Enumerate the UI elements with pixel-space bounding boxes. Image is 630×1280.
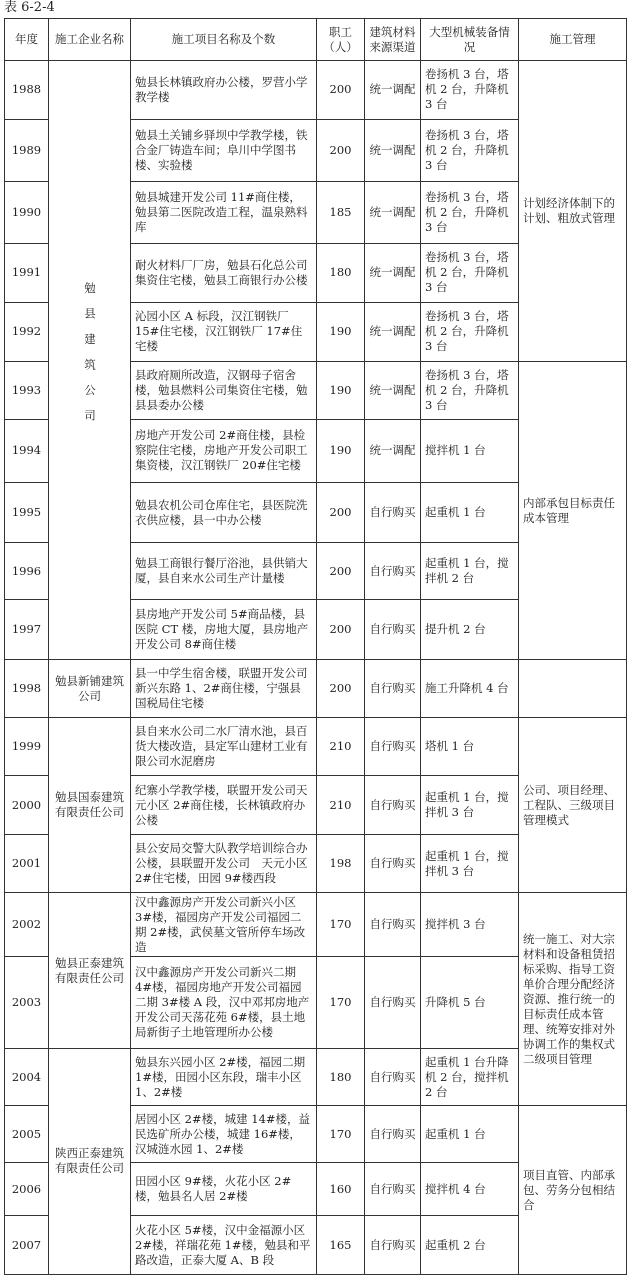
material-cell: 自行购买 [365, 834, 421, 893]
machinery-cell: 卷扬机 3 台，塔机 2 台，升降机 3 台 [421, 303, 519, 362]
management-cell: 内部承包目标责任成本管理 [519, 361, 627, 660]
material-cell: 统一调配 [365, 119, 421, 182]
machinery-cell: 升降机 5 台 [421, 956, 519, 1048]
staff-cell: 180 [317, 1048, 365, 1106]
year-cell: 1996 [5, 543, 49, 600]
year-cell: 2005 [5, 1106, 49, 1163]
year-cell: 2002 [5, 893, 49, 957]
header-management: 施工管理 [519, 19, 627, 61]
projects-cell: 县政府厕所改造，汉钢母子宿舍楼，勉县燃料公司集资住宅楼，勉县县委办公楼 [131, 361, 317, 420]
staff-cell: 160 [317, 1162, 365, 1215]
table-row [5, 717, 627, 776]
material-cell: 自行购买 [365, 717, 421, 776]
projects-cell: 县公安局交警大队教学培训综合办公楼，县联盟开发公司 天元小区 2#住宅楼，田园 9#楼西段 [131, 834, 317, 893]
projects-cell: 县房地产开发公司 5#商品楼，县医院 CT 楼，房地大厦，县房地产开发公司 8#商住楼 [131, 599, 317, 660]
machinery-cell: 塔机 1 台 [421, 717, 519, 776]
material-cell: 统一调配 [365, 61, 421, 120]
year-cell: 1997 [5, 599, 49, 660]
year-cell: 1992 [5, 303, 49, 362]
header-company: 施工企业名称 [49, 19, 131, 61]
machinery-cell: 搅拌机 3 台 [421, 893, 519, 957]
staff-cell: 190 [317, 361, 365, 420]
year-cell: 1998 [5, 660, 49, 718]
projects-cell: 汉中鑫源房产开发公司新兴小区 3#楼，福园房产开发公司福园二期 2#楼，武侯墓文管所停车场改造 [131, 893, 317, 957]
company-cell: 勉县国泰建筑有限责任公司 [49, 717, 131, 893]
header-material: 建筑材料来源渠道 [365, 19, 421, 61]
material-cell: 自行购买 [365, 1048, 421, 1106]
staff-cell: 200 [317, 599, 365, 660]
year-cell: 1994 [5, 420, 49, 483]
header-projects: 施工项目名称及个数 [131, 19, 317, 61]
staff-cell: 200 [317, 482, 365, 543]
machinery-cell: 卷扬机 3 台，塔机 2 台，升降机 3 台 [421, 61, 519, 120]
staff-cell: 200 [317, 61, 365, 120]
staff-cell: 200 [317, 660, 365, 718]
staff-cell: 200 [317, 119, 365, 182]
machinery-cell: 起重机 1 台升降机 2 台，搅拌机 2 台 [421, 1048, 519, 1106]
machinery-cell: 起重机 1 台，搅拌机 3 台 [421, 834, 519, 893]
material-cell: 自行购买 [365, 1106, 421, 1163]
staff-cell: 165 [317, 1216, 365, 1275]
machinery-cell: 施工升降机 4 台 [421, 660, 519, 718]
material-cell: 自行购买 [365, 956, 421, 1048]
staff-cell: 170 [317, 956, 365, 1048]
projects-cell: 勉县工商银行餐厅浴池，县供销大厦，县自来水公司生产计量楼 [131, 543, 317, 600]
projects-cell: 房地产开发公司 2#商住楼，县检察院住宅楼，房地产开发公司职工集资楼，汉江钢铁厂 20#住宅楼 [131, 420, 317, 483]
material-cell: 自行购买 [365, 660, 421, 718]
projects-cell: 沁园小区 A 标段，汉江钢铁厂 15#住宅楼，汉江钢铁厂 17#住宅楼 [131, 303, 317, 362]
company-name: 勉县建筑公司 [83, 281, 97, 435]
staff-cell: 170 [317, 1106, 365, 1163]
table-row [5, 893, 627, 957]
year-cell: 2007 [5, 1216, 49, 1275]
material-cell: 自行购买 [365, 776, 421, 835]
staff-cell: 198 [317, 834, 365, 893]
machinery-cell: 卷扬机 3 台，塔机 2 台，升降机 3 台 [421, 119, 519, 182]
material-cell: 自行购买 [365, 1216, 421, 1275]
projects-cell: 勉县城建开发公司 11#商住楼，勉县第二医院改造工程，温泉熟料库 [131, 182, 317, 244]
management-cell: 项目直管、内部承包、劳务分包相结合 [519, 1106, 627, 1275]
material-cell: 自行购买 [365, 893, 421, 957]
year-cell: 1995 [5, 482, 49, 543]
year-cell: 2004 [5, 1048, 49, 1106]
projects-cell: 勉县长林镇政府办公楼，罗营小学教学楼 [131, 61, 317, 120]
management-cell: 公司、项目经理、工程队、三级项目管理模式 [519, 717, 627, 893]
company-cell: 勉县新铺建筑公司 [49, 660, 131, 718]
material-cell: 自行购买 [365, 599, 421, 660]
staff-cell: 210 [317, 717, 365, 776]
year-cell: 1999 [5, 717, 49, 776]
machinery-cell: 起重机 2 台 [421, 1216, 519, 1275]
machinery-cell: 提升机 2 台 [421, 599, 519, 660]
year-cell: 2003 [5, 956, 49, 1048]
machinery-cell: 起重机 1 台 [421, 1106, 519, 1163]
table-row [5, 61, 627, 120]
machinery-cell: 起重机 1 台，搅拌机 2 台 [421, 543, 519, 600]
projects-cell: 勉县东兴园小区 2#楼，福园二期 1#楼，田园小区东段，瑞丰小区 1、2#楼 [131, 1048, 317, 1106]
header-year: 年度 [5, 19, 49, 61]
management-cell: 计划经济体制下的计划、粗放式管理 [519, 61, 627, 362]
year-cell: 1993 [5, 361, 49, 420]
header-staff: 职工（人） [317, 19, 365, 61]
construction-table [4, 18, 627, 1275]
projects-cell: 勉县农机公司仓库住宅，县医院洗衣供应楼，县一中办公楼 [131, 482, 317, 543]
material-cell: 统一调配 [365, 243, 421, 303]
projects-cell: 火花小区 5#楼，汉中金福源小区 2#楼，祥瑞花苑 1#楼，勉县和平路改造，正泰大厦 A、B 段 [131, 1216, 317, 1275]
machinery-cell: 搅拌机 1 台 [421, 420, 519, 483]
staff-cell: 200 [317, 543, 365, 600]
year-cell: 2001 [5, 834, 49, 893]
material-cell: 统一调配 [365, 182, 421, 244]
staff-cell: 170 [317, 893, 365, 957]
machinery-cell: 卷扬机 3 台，塔机 2 台，升降机 3 台 [421, 243, 519, 303]
machinery-cell: 搅拌机 4 台 [421, 1162, 519, 1215]
year-cell: 2000 [5, 776, 49, 835]
machinery-cell: 起重机 1 台 [421, 482, 519, 543]
machinery-cell: 起重机 1 台，搅拌机 3 台 [421, 776, 519, 835]
projects-cell: 勉县土关铺乡驿坝中学教学楼，铁合金厂铸造车间；阜川中学图书楼、实验楼 [131, 119, 317, 182]
projects-cell: 县自来水公司二水厂清水池，县百货大楼改造，县定军山建材工业有限公司水泥磨房 [131, 717, 317, 776]
company-cell: 陕西正泰建筑有限责任公司 [49, 1048, 131, 1274]
header-machinery: 大型机械装备情况 [421, 19, 519, 61]
company-cell: 勉县正泰建筑有限责任公司 [49, 893, 131, 1048]
projects-cell: 田园小区 9#楼，火花小区 2#楼，勉县名人居 2#楼 [131, 1162, 317, 1215]
projects-cell: 耐火材料厂厂房，勉县石化总公司集资住宅楼，勉县工商银行办公楼 [131, 243, 317, 303]
management-cell: 统一施工、对大宗材料和设备租赁招标采购、指导工资单价合理分配经济资源、推行统一的目标责任成本管理、统筹安排对外协调工作的集权式二级项目管理 [519, 893, 627, 1106]
year-cell: 1990 [5, 182, 49, 244]
projects-cell: 县一中学生宿舍楼，联盟开发公司新兴东路 1、2#商住楼，宁强县国税局住宅楼 [131, 660, 317, 718]
year-cell: 1988 [5, 61, 49, 120]
management-cell [519, 660, 627, 718]
material-cell: 统一调配 [365, 420, 421, 483]
projects-cell: 居园小区 2#楼，城建 14#楼，益民选矿所办公楼，城建 16#楼，汉城涟水园 1、2#楼 [131, 1106, 317, 1163]
header-row [5, 19, 627, 61]
staff-cell: 210 [317, 776, 365, 835]
year-cell: 2006 [5, 1162, 49, 1215]
staff-cell: 180 [317, 243, 365, 303]
company-cell [49, 61, 131, 660]
staff-cell: 185 [317, 182, 365, 244]
projects-cell: 纪寨小学教学楼，联盟开发公司天元小区 2#商住楼，长林镇政府办公楼 [131, 776, 317, 835]
year-cell: 1989 [5, 119, 49, 182]
machinery-cell: 卷扬机 3 台，塔机 2 台，升降机 3 台 [421, 182, 519, 244]
machinery-cell: 卷扬机 3 台，塔机 2 台，升降机 3 台 [421, 361, 519, 420]
projects-cell: 汉中鑫源房产开发公司新兴二期 4#楼，福园房地产开发公司福园二期 3#楼 A 段，汉中邓邦房地产开发公司天荡花苑 6#楼，县土地局新街子土地管理所办公楼 [131, 956, 317, 1048]
staff-cell: 190 [317, 303, 365, 362]
staff-cell: 190 [317, 420, 365, 483]
material-cell: 统一调配 [365, 361, 421, 420]
material-cell: 统一调配 [365, 303, 421, 362]
table-row [5, 660, 627, 718]
material-cell: 自行购买 [365, 543, 421, 600]
material-cell: 自行购买 [365, 1162, 421, 1215]
material-cell: 自行购买 [365, 482, 421, 543]
year-cell: 1991 [5, 243, 49, 303]
table-caption: 表 6-2-4 [4, 0, 55, 15]
